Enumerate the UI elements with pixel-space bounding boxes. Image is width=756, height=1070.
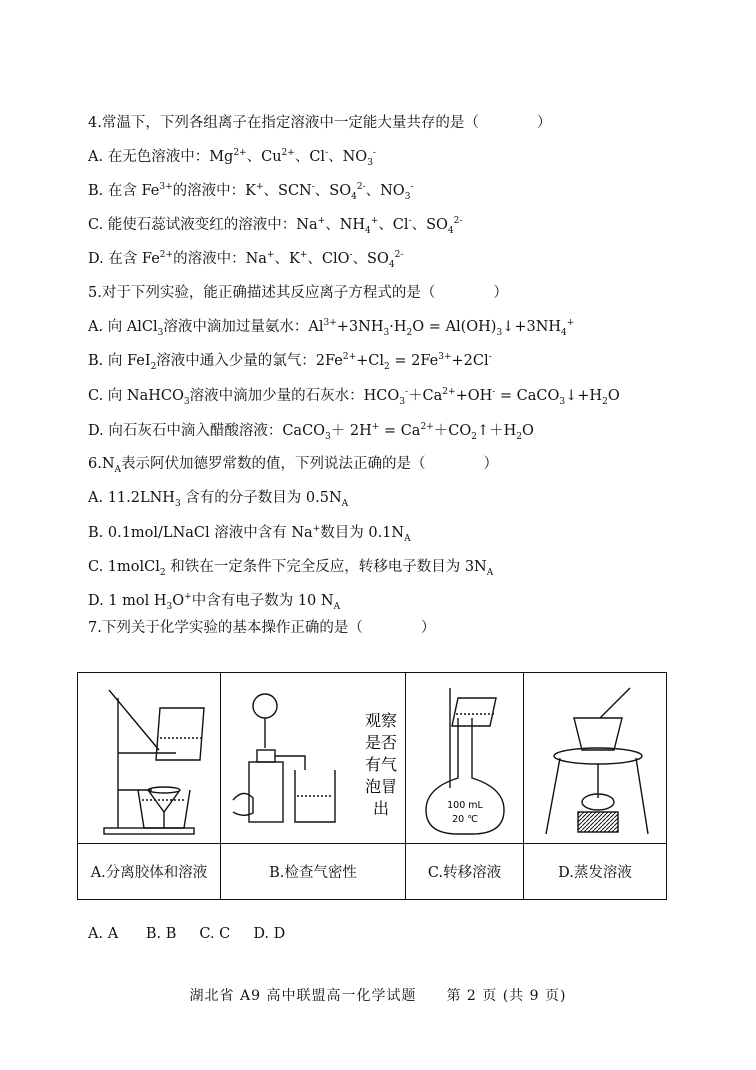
q6-stem: $6.N_A$表示阿伏加德罗常数的值，下列说法正确的是（ ） (88, 456, 499, 475)
q5-option-a: A. 向 AlCl$_3$溶液中滴加过量氨水：$Al^{3+}+3NH_3\cdot H_2O$ = $Al(OH)_3↓+3NH_4^+$ (88, 318, 575, 338)
apparatus-d-cell (524, 673, 667, 844)
footer-title: 湖北省 A9 高中联盟高一化学试题 (189, 988, 417, 1004)
q4-option-b: B. 在含 $Fe^{3+}$的溶液中：K+、SCN-、$SO_4^{2-}$、$NO_3^-$ (88, 182, 414, 202)
observe-line-3: 有气 (364, 755, 398, 774)
volumetric-flask-illustration (410, 678, 520, 838)
q4-option-c: C. 能使石蕊试液变红的溶液中：Na+、$NH_4^+$、Cl-、$SO_4^{2-}$ (88, 216, 463, 236)
q6-option-b: B. 0.1mol/LNaCl 溶液中含有 Na+数目为 $0.1N_A$ (88, 524, 411, 544)
observe-line-1: 观察 (364, 711, 398, 730)
page-footer (0, 985, 756, 1005)
caption-c: C.转移溶液 (406, 844, 524, 900)
experiment-table (77, 672, 667, 900)
flask-volume-label: 100 mL (446, 800, 483, 811)
q6-option-a: A. $11.2LNH_3$ 含有的分子数目为 $0.5N_A$ (88, 490, 349, 509)
q5-option-d: D. 向石灰石中滴入醋酸溶液：CaCO$_3$＋ $2H^+ = Ca^{2+}+CO_2↑+H_2O$ (88, 422, 534, 442)
observe-line-4: 泡冒 (364, 777, 398, 796)
airtightness-apparatus-illustration (223, 678, 403, 838)
q5-stem: 5.对于下列实验，能正确描述其反应离子方程式的是（ ） (88, 285, 508, 301)
caption-b: B.检查气密性 (221, 844, 406, 900)
evaporation-apparatus-illustration (530, 678, 660, 838)
q5-option-b: B. 向 FeI$_2$溶液中通入少量的氯气：$2Fe^{2+}+Cl_2 = 2Fe^{3+}+2Cl^-$ (88, 352, 492, 372)
apparatus-b-cell (221, 673, 406, 844)
caption-d: D.蒸发溶液 (524, 844, 667, 900)
apparatus-a-cell (78, 673, 221, 844)
filtration-apparatus-illustration (84, 678, 214, 838)
caption-a: A.分离胶体和溶液 (78, 844, 221, 900)
q6-option-c: C. 1molCl$_2$ 和铁在一定条件下完全反应，转移电子数目为 $3N_A$ (88, 559, 494, 578)
q7-answer-options: A. A B. B C. C D. D (88, 926, 286, 942)
q5-option-c: C. 向 NaHCO$_3$溶液中滴加少量的石灰水：$HCO_3^-+Ca^{2+}+OH^-$ = $CaCO_3↓+H_2O$ (88, 387, 620, 407)
observe-line-5: 出 (372, 799, 390, 818)
apparatus-c-cell (406, 673, 524, 844)
flask-temp-label: 20 ℃ (451, 814, 478, 825)
q4-stem: 4.常温下，下列各组离子在指定溶液中一定能大量共存的是（ ） (88, 115, 552, 131)
observe-line-2: 是否 (364, 733, 398, 752)
footer-page-number: 第 2 页 (共 9 页) (446, 988, 567, 1004)
q4-option-d: D. 在含 $Fe^{2+}$的溶液中：Na+、K+、ClO-、$SO_4^{2-}$ (88, 250, 404, 270)
q6-option-d: D. 1 mol $H_3O^+$中含有电子数为 10 $N_A$ (88, 592, 341, 612)
q4-option-a: A. 在无色溶液中：$Mg^{2+}$、$Cu^{2+}$、Cl-、$NO_3^-$ (88, 148, 376, 168)
q7-stem: 7.下列关于化学实验的基本操作正确的是（ ） (88, 620, 436, 636)
